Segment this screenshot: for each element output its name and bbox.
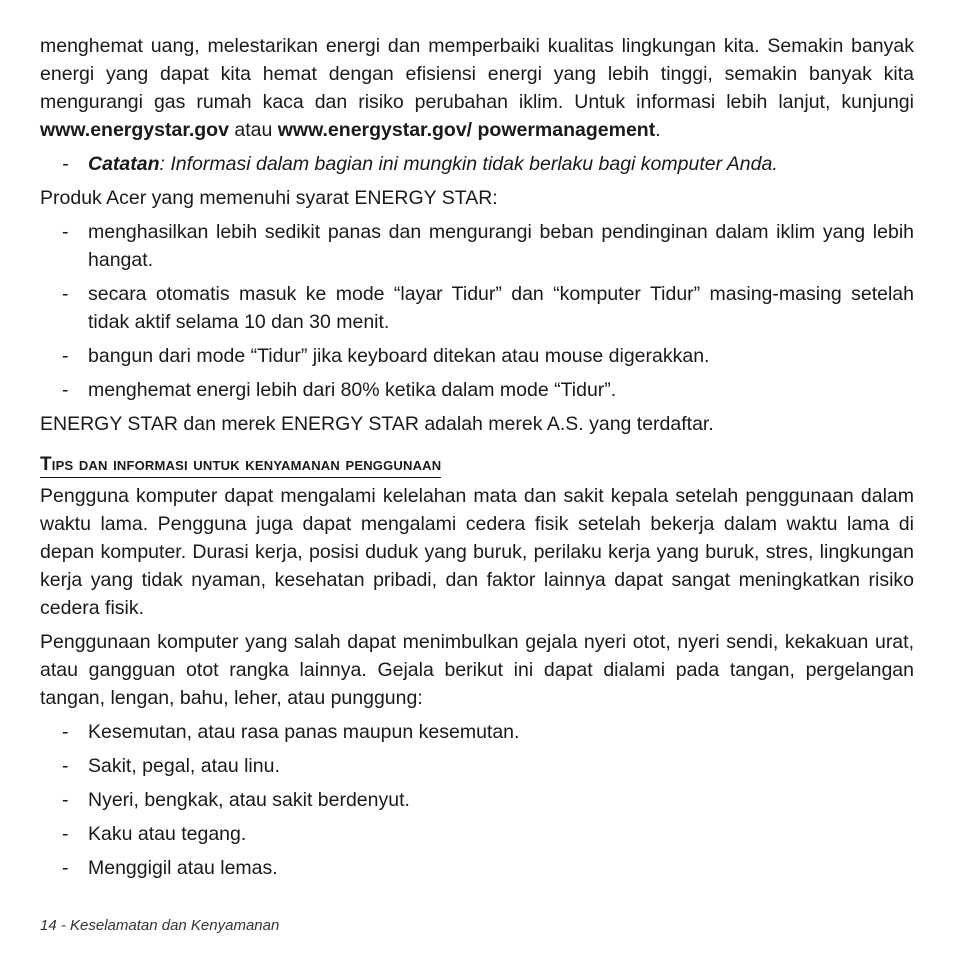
intro-or: atau bbox=[228, 119, 278, 141]
list-item-text: bangun dari mode “Tidur” jika keyboard ditekan atau mouse digerakkan. bbox=[88, 345, 710, 367]
note-item bbox=[40, 150, 914, 178]
dash-marker: - bbox=[62, 153, 69, 175]
list-item-text: Menggigil atau lemas. bbox=[88, 857, 278, 879]
section-heading: Tips dan informasi untuk kenyamanan penggunaan bbox=[40, 454, 441, 478]
dash-marker: - bbox=[62, 755, 69, 777]
intro-end: . bbox=[655, 119, 661, 141]
list-item bbox=[40, 854, 914, 882]
list-item-text: Sakit, pegal, atau linu. bbox=[88, 755, 280, 777]
list-item bbox=[40, 820, 914, 848]
dash-marker: - bbox=[62, 283, 69, 305]
list-item-text: menghasilkan lebih sedikit panas dan mengurangi beban pendinginan dalam iklim yang lebih hangat. bbox=[88, 221, 914, 271]
list-item-text: menghemat energi lebih dari 80% ketika dalam mode “Tidur”. bbox=[88, 379, 617, 401]
list-item bbox=[40, 280, 914, 336]
dash-marker: - bbox=[62, 857, 69, 879]
comfort-paragraph-1: Pengguna komputer dapat mengalami kelelahan mata dan sakit kepala setelah penggunaan dalam waktu lama. Pengguna juga dapat mengalami cedera fisik setelah bekerja dalam waktu lama di depan komputer. Durasi kerja, posisi duduk yang buruk, perilaku kerja yang buruk, stres, lingkungan kerja yang tidak nyaman, kesehatan pribadi, dan faktor lainnya dapat sangat meningkatkan risiko cedera fisik. bbox=[40, 485, 914, 619]
dash-marker: - bbox=[62, 221, 69, 243]
list-item bbox=[40, 218, 914, 274]
trademark-note: ENERGY STAR dan merek ENERGY STAR adalah merek A.S. yang terdaftar. bbox=[40, 413, 714, 435]
symptoms-list bbox=[40, 718, 914, 882]
list-item-text: Nyeri, bengkak, atau sakit berdenyut. bbox=[88, 789, 410, 811]
dash-marker: - bbox=[62, 379, 69, 401]
list-item-text: secara otomatis masuk ke mode “layar Tidur” dan “komputer Tidur” masing-masing setelah tidak aktif selama 10 dan 30 menit. bbox=[88, 283, 914, 333]
document-page bbox=[40, 32, 914, 888]
page-footer: 14 - Keselamatan dan Kenyamanan bbox=[40, 917, 280, 934]
comfort-paragraph-2: Penggunaan komputer yang salah dapat menimbulkan gejala nyeri otot, nyeri sendi, kekakuan urat, atau gangguan otot rangka lainnya. Gejala berikut ini dapat dialami pada tangan, pergelangan tangan, lengan, bahu, leher, atau punggung: bbox=[40, 631, 914, 709]
list-item bbox=[40, 786, 914, 814]
note-label: Catatan bbox=[88, 153, 160, 175]
list-item bbox=[40, 752, 914, 780]
intro-paragraph bbox=[40, 32, 914, 144]
dash-marker: - bbox=[62, 721, 69, 743]
list-item-text: Kesemutan, atau rasa panas maupun kesemutan. bbox=[88, 721, 520, 743]
note-list bbox=[40, 150, 914, 178]
energystar-link: www.energystar.gov bbox=[40, 119, 229, 141]
acer-features-list bbox=[40, 218, 914, 404]
dash-marker: - bbox=[62, 823, 69, 845]
dash-marker: - bbox=[62, 345, 69, 367]
note-text: : Informasi dalam bagian ini mungkin tidak berlaku bagi komputer Anda. bbox=[159, 153, 778, 175]
list-item bbox=[40, 718, 914, 746]
powermanagement-link: www.energystar.gov/ powermanagement bbox=[277, 119, 656, 141]
list-item bbox=[40, 376, 914, 404]
acer-intro: Produk Acer yang memenuhi syarat ENERGY STAR: bbox=[40, 187, 498, 209]
list-item-text: Kaku atau tegang. bbox=[88, 823, 247, 845]
intro-text: menghemat uang, melestarikan energi dan memperbaiki kualitas lingkungan kita. Semakin banyak energi yang dapat kita hemat dengan efisiensi energi yang lebih tinggi, semakin banyak kita mengurangi gas rumah kaca dan risiko perubahan iklim. Untuk informasi lebih lanjut, kunjungi bbox=[40, 35, 914, 113]
list-item bbox=[40, 342, 914, 370]
dash-marker: - bbox=[62, 789, 69, 811]
